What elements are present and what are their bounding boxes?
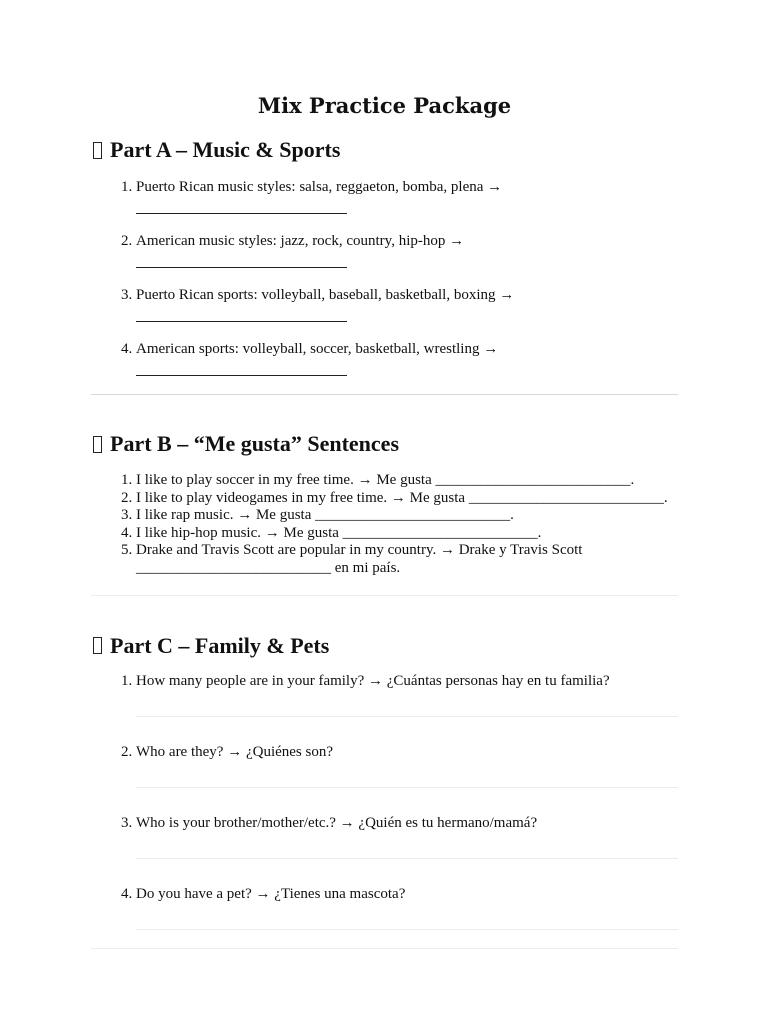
question-text: Do you have a pet? → ¿Tienes una mascota? — [136, 885, 406, 902]
list-item: 3. I like rap music. → Me gusta __________________________. — [136, 507, 678, 525]
answer-space[interactable] — [136, 761, 678, 788]
part-c-heading — [91, 632, 678, 660]
list-item — [136, 232, 678, 268]
list-item-text: Puerto Rican sports: volleyball, baseball, basketball, boxing → — [136, 287, 515, 303]
list-item: 2. I like to play videogames in my free time. → Me gusta __________________________. — [136, 490, 678, 508]
part-b-heading — [91, 430, 678, 458]
list-item-text: American music styles: jazz, rock, country, hip-hop → — [136, 233, 465, 249]
box-icon — [93, 436, 102, 453]
section-divider — [91, 595, 678, 596]
box-icon — [93, 637, 102, 654]
list-item — [136, 340, 678, 376]
answer-space[interactable] — [136, 690, 678, 717]
part-b-section — [91, 430, 678, 578]
question-text: How many people are in your family? → ¿Cuántas personas hay en tu familia? — [136, 672, 610, 689]
answer-space[interactable] — [136, 832, 678, 859]
list-item — [136, 815, 678, 859]
list-item — [136, 886, 678, 930]
section-divider — [91, 394, 678, 395]
part-b-heading-text: Part B – “Me gusta” Sentences — [110, 431, 400, 456]
part-c-section — [91, 632, 678, 930]
answer-blank[interactable] — [136, 304, 347, 322]
worksheet-page — [91, 92, 678, 949]
list-item: 1. I like to play soccer in my free time. → Me gusta __________________________. — [136, 472, 678, 490]
section-divider — [91, 948, 678, 949]
part-b-list — [91, 472, 678, 578]
part-a-heading-text: Part A – Music & Sports — [110, 137, 341, 162]
list-item-text: American sports: volleyball, soccer, basketball, wrestling → — [136, 341, 499, 357]
page-title: Mix Practice Package — [257, 93, 512, 118]
part-a-heading — [91, 136, 678, 164]
list-item: 4. I like hip-hop music. → Me gusta __________________________. — [136, 525, 678, 543]
answer-blank[interactable] — [136, 358, 347, 376]
list-item — [136, 286, 678, 322]
part-c-heading-text: Part C – Family & Pets — [110, 632, 330, 658]
part-a-list — [91, 178, 678, 376]
part-c-list — [91, 673, 678, 930]
list-item-text: Puerto Rican music styles: salsa, reggaeton, bomba, plena → — [136, 179, 503, 195]
part-a-section — [91, 136, 678, 376]
answer-blank[interactable] — [136, 196, 347, 214]
box-icon — [93, 142, 102, 159]
list-item — [136, 178, 678, 214]
list-item — [136, 673, 678, 717]
answer-blank[interactable] — [136, 250, 347, 268]
list-item: 5. Drake and Travis Scott are popular in my country. → Drake y Travis Scott __________________________ en mi país. — [136, 542, 678, 577]
question-text: Who are they? → ¿Quiénes son? — [136, 743, 334, 760]
list-item — [136, 744, 678, 788]
question-text: Who is your brother/mother/etc.? → ¿Quién es tu hermano/mamá? — [136, 814, 538, 831]
answer-space[interactable] — [136, 903, 678, 930]
